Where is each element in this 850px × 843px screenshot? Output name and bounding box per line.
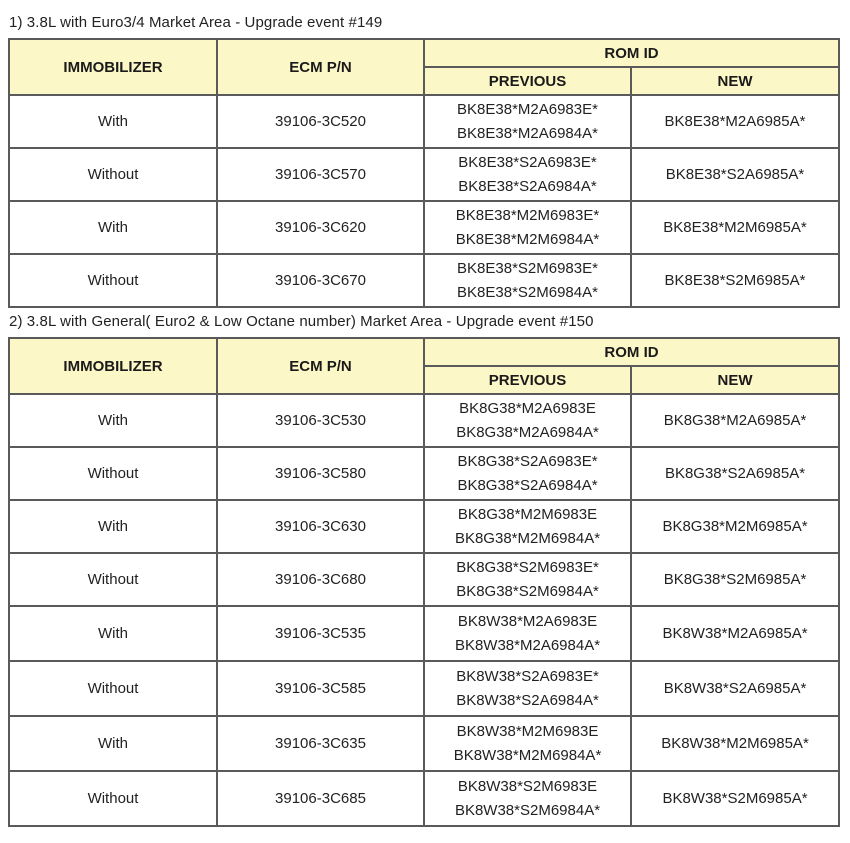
previous-rom-cell: [424, 553, 631, 606]
ecm-pn-cell: 39106-3C685: [217, 771, 424, 826]
previous-rom-cell: [424, 148, 631, 201]
previous-rom-line: BK8W38*M2A6983E: [457, 612, 598, 630]
ecm-pn-cell: 39106-3C680: [217, 553, 424, 606]
previous-rom-line: BK8W38*M2A6984A*: [454, 636, 601, 654]
ecm-pn-cell: 39106-3C585: [217, 661, 424, 716]
header-rom-id: ROM ID: [424, 39, 839, 67]
new-rom-cell: BK8G38*M2A6985A*: [631, 394, 839, 447]
section-1-caption: 1) 3.8L with Euro3/4 Market Area - Upgrade event #149: [9, 14, 383, 31]
previous-rom-line: BK8E38*M2A6984A*: [457, 124, 598, 142]
immobilizer-cell: Without: [9, 771, 217, 826]
new-rom-cell: BK8E38*M2A6985A*: [631, 95, 839, 148]
previous-rom-cell: [424, 201, 631, 254]
previous-rom-cell: [424, 500, 631, 553]
previous-rom-cell: [424, 394, 631, 447]
previous-rom-cell: [424, 716, 631, 771]
new-rom-cell: BK8G38*S2M6985A*: [631, 553, 839, 606]
immobilizer-cell: Without: [9, 447, 217, 500]
previous-rom-cell: [424, 606, 631, 661]
ecm-pn-cell: 39106-3C635: [217, 716, 424, 771]
immobilizer-cell: With: [9, 500, 217, 553]
previous-rom-line: BK8E38*S2A6984A*: [458, 177, 597, 195]
header-ecm-pn: ECM P/N: [217, 39, 424, 95]
new-rom-cell: BK8E38*S2M6985A*: [631, 254, 839, 307]
ecm-pn-cell: 39106-3C630: [217, 500, 424, 553]
table-row: [9, 716, 839, 771]
previous-rom-line: BK8G38*M2A6984A*: [456, 423, 599, 441]
new-rom-cell: BK8W38*M2A6985A*: [631, 606, 839, 661]
previous-rom-cell: [424, 771, 631, 826]
new-rom-cell: BK8W38*S2A6985A*: [631, 661, 839, 716]
previous-rom-line: BK8G38*S2M6984A*: [456, 582, 599, 600]
immobilizer-cell: With: [9, 95, 217, 148]
table-row: [9, 606, 839, 661]
previous-rom-line: BK8W38*M2M6984A*: [453, 746, 602, 764]
table-row: [9, 771, 839, 826]
new-rom-cell: BK8W38*S2M6985A*: [631, 771, 839, 826]
previous-rom-line: BK8W38*S2A6984A*: [456, 691, 599, 709]
previous-rom-cell: [424, 447, 631, 500]
new-rom-cell: BK8E38*S2A6985A*: [631, 148, 839, 201]
section-2-caption: 2) 3.8L with General( Euro2 & Low Octane number) Market Area - Upgrade event #150: [9, 313, 594, 330]
header-rom-id: ROM ID: [424, 338, 839, 366]
ecm-pn-cell: 39106-3C520: [217, 95, 424, 148]
immobilizer-cell: With: [9, 606, 217, 661]
previous-rom-line: BK8E38*M2M6984A*: [455, 230, 600, 248]
immobilizer-cell: Without: [9, 148, 217, 201]
header-previous: PREVIOUS: [424, 366, 631, 394]
previous-rom-line: BK8E38*S2M6984A*: [457, 283, 598, 301]
new-rom-cell: BK8W38*M2M6985A*: [631, 716, 839, 771]
table-row: [9, 661, 839, 716]
new-rom-cell: BK8G38*S2A6985A*: [631, 447, 839, 500]
ecm-pn-cell: 39106-3C535: [217, 606, 424, 661]
header-new: NEW: [631, 366, 839, 394]
rom-table-2: [8, 337, 840, 827]
new-rom-cell: BK8G38*M2M6985A*: [631, 500, 839, 553]
previous-rom-line: BK8G38*S2A6984A*: [457, 476, 598, 494]
previous-rom-cell: [424, 254, 631, 307]
immobilizer-cell: Without: [9, 553, 217, 606]
previous-rom-line: BK8G38*M2M6984A*: [454, 529, 601, 547]
immobilizer-cell: With: [9, 201, 217, 254]
previous-rom-line: BK8W38*S2A6983E*: [456, 667, 599, 685]
table-row: [9, 201, 839, 254]
ecm-pn-cell: 39106-3C570: [217, 148, 424, 201]
previous-rom-line: BK8G38*M2M6983E: [457, 505, 598, 523]
immobilizer-cell: Without: [9, 661, 217, 716]
header-previous: PREVIOUS: [424, 67, 631, 95]
previous-rom-cell: [424, 661, 631, 716]
previous-rom-line: BK8G38*M2A6983E: [459, 399, 596, 417]
ecm-pn-cell: 39106-3C620: [217, 201, 424, 254]
header-new: NEW: [631, 67, 839, 95]
previous-rom-line: BK8E38*M2M6983E*: [455, 206, 600, 224]
table-row: [9, 254, 839, 307]
new-rom-cell: BK8E38*M2M6985A*: [631, 201, 839, 254]
previous-rom-line: BK8E38*S2M6983E*: [457, 259, 598, 277]
ecm-pn-cell: 39106-3C580: [217, 447, 424, 500]
immobilizer-cell: Without: [9, 254, 217, 307]
previous-rom-line: BK8E38*S2A6983E*: [458, 153, 597, 171]
previous-rom-line: BK8G38*S2M6983E*: [456, 558, 599, 576]
previous-rom-line: BK8W38*M2M6983E: [456, 722, 599, 740]
table-row: [9, 148, 839, 201]
immobilizer-cell: With: [9, 716, 217, 771]
previous-rom-line: BK8E38*M2A6983E*: [457, 100, 598, 118]
table-row: [9, 553, 839, 606]
table-row: [9, 394, 839, 447]
ecm-pn-cell: 39106-3C670: [217, 254, 424, 307]
ecm-pn-cell: 39106-3C530: [217, 394, 424, 447]
previous-rom-line: BK8W38*S2M6983E: [457, 777, 598, 795]
immobilizer-cell: With: [9, 394, 217, 447]
header-ecm-pn: ECM P/N: [217, 338, 424, 394]
previous-rom-line: BK8G38*S2A6983E*: [457, 452, 598, 470]
table-row: [9, 500, 839, 553]
previous-rom-cell: [424, 95, 631, 148]
rom-table-1: [8, 38, 840, 308]
table-row: [9, 447, 839, 500]
previous-rom-line: BK8W38*S2M6984A*: [454, 801, 601, 819]
header-immobilizer: IMMOBILIZER: [9, 39, 217, 95]
header-immobilizer: IMMOBILIZER: [9, 338, 217, 394]
table-row: [9, 95, 839, 148]
